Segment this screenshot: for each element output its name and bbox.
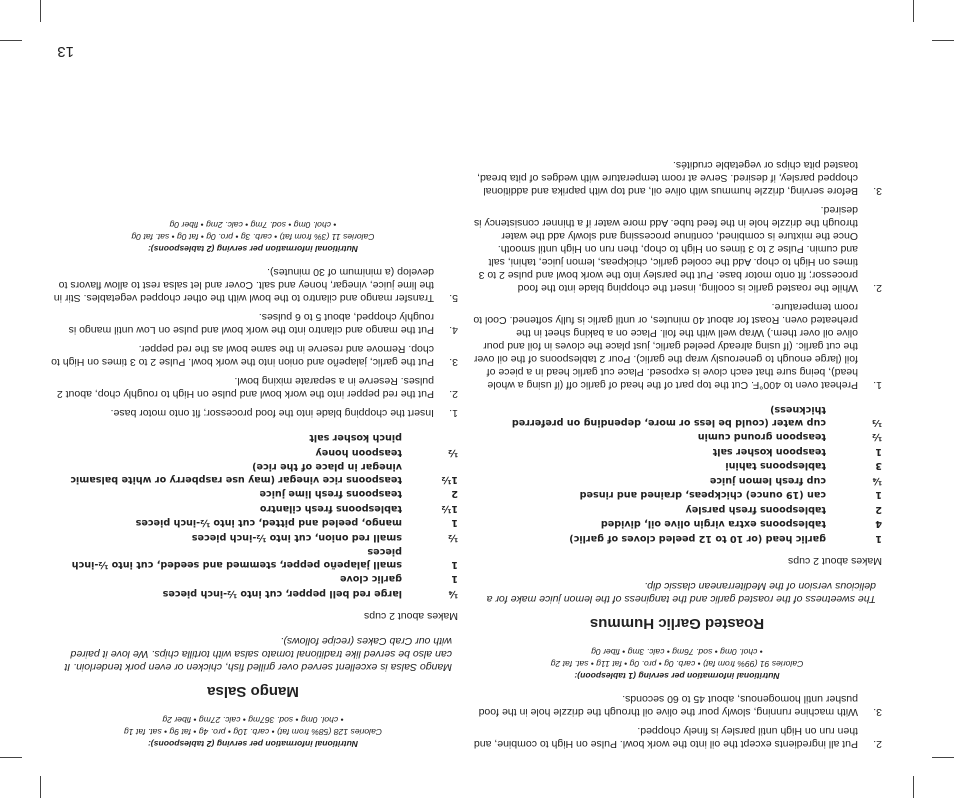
ingredient bbox=[472, 488, 882, 501]
ingredient-item: cup fresh lemon juice bbox=[709, 475, 826, 486]
ingredient-item: mango, peeled and pitted, cut into ½-inch pieces bbox=[135, 517, 402, 529]
ingredient bbox=[48, 516, 458, 529]
step-number: 1. bbox=[873, 379, 882, 391]
ingredient-qty: 2 bbox=[451, 488, 458, 500]
ingredient-item: garlic head (or 10 to 12 peeled cloves of garlic) bbox=[569, 533, 826, 544]
nutrition-line: Calories 11 (3% from fat) • carb. 3g • pro. 0g • fat 0g • sat. fat 0g bbox=[131, 232, 375, 242]
ingredient bbox=[472, 459, 882, 472]
instruction-step bbox=[48, 265, 458, 304]
ingredient-qty: 1½ bbox=[441, 474, 458, 485]
ingredient-qty: 1 bbox=[875, 446, 882, 457]
step-text: Insert the chopping blade into the food processor; fit onto motor base. bbox=[110, 407, 434, 419]
ingredient-item: tablespoons fresh cilantro bbox=[259, 503, 402, 514]
recipe-yield: Makes about 2 cups bbox=[364, 610, 458, 622]
nutrition-info bbox=[48, 714, 458, 750]
ingredient-item: small red onion, cut into ½-inch pieces bbox=[191, 532, 402, 543]
ingredient-qty: ¼ bbox=[448, 588, 458, 599]
step-number: 3. bbox=[873, 185, 882, 197]
ingredient-qty: 3 bbox=[875, 460, 882, 472]
ingredient-qty: 1 bbox=[451, 573, 458, 585]
crop-mark bbox=[40, 776, 41, 798]
ingredient-item: can (19 ounce) chickpeas, drained and rinsed bbox=[579, 489, 826, 501]
recipe-description: The sweetness of the roasted garlic and the tanginess of the lemon juice make for a delicious version of the Mediterranean classic dip. bbox=[486, 580, 876, 605]
right-column bbox=[48, 203, 458, 750]
ingredient bbox=[48, 431, 458, 444]
instruction-step bbox=[472, 203, 882, 294]
crop-mark bbox=[0, 40, 22, 41]
ingredient-item: large red bell pepper, cut into ½-inch pieces bbox=[162, 588, 402, 599]
ingredient bbox=[48, 587, 458, 600]
step-text: Put the garlic, jalapeño and onion into the work bowl. Pulse 2 to 3 times on High to chop. Remove and reserve in the same bowl as the red pepper. bbox=[51, 343, 434, 368]
ingredient-qty: 1½ bbox=[441, 503, 458, 514]
crop-mark bbox=[913, 776, 914, 798]
instruction-step bbox=[472, 300, 882, 391]
nutrition-line: • chol. 0mg • sod. 367mg • calc. 27mg • fiber 2g bbox=[162, 715, 344, 725]
recipe-description: Mango Salsa is excellent served over grilled fish, chicken or even pork tenderloin. It can also be served like traditional tomato salsa with tortilla chips. We love it paired with our Crab Cakes (recipe follows). bbox=[64, 635, 452, 673]
ingredient bbox=[472, 430, 882, 443]
instruction-step bbox=[48, 374, 458, 400]
instruction-step bbox=[48, 342, 458, 368]
recipe-title: Mango Salsa bbox=[207, 683, 299, 700]
nutrition-line: Calories 128 (58% from fat) • carb. 10g • pro. 4g • fat 9g • sat. fat 1g bbox=[123, 727, 383, 737]
step-text: Preheat oven to 400°F. Cut the top part of the head of garlic off (if using a whole head), being sure that each clove is exposed. Place cut garlic head in a piece of foil (large enough to generously wrap the garlic). Pour 2 tablespoons of the oil over the cut garlic. (If using already peeled garlic, just place the cloves in foil and pour olive oil over them.) Wrap well with the foil. Place on a baking sheet in the preheated oven. Roast for about 40 minutes, or until garlic is fully softened. Cool to room temperature. bbox=[473, 301, 858, 391]
instruction-step bbox=[48, 310, 458, 336]
ingredient-item: pinch kosher salt bbox=[309, 432, 402, 444]
step-text: Put the mango and cilantro into the work bowl and pulse on Low until mango is roughly chopped, about 5 to 6 pulses. bbox=[68, 311, 434, 336]
ingredient-qty: ½ bbox=[448, 447, 458, 458]
recipe-title: Roasted Garlic Hummus bbox=[589, 615, 765, 632]
step-number: 2. bbox=[873, 738, 882, 750]
ingredient-item: teaspoon kosher salt bbox=[712, 446, 826, 457]
ingredient bbox=[472, 403, 882, 428]
ingredient-qty: ½ bbox=[448, 532, 458, 543]
step-number: 5. bbox=[449, 292, 458, 304]
ingredient-item: teaspoons fresh lime juice bbox=[259, 488, 402, 500]
step-text: Transfer mango and cilantro to the bowl with the other chopped vegetables. Stir in the lime juice, vinegar, honey and salt. Cover and let salsa rest to allow flavors to develop (a minimum of 30 minutes). bbox=[53, 266, 434, 304]
ingredient-qty: 1 bbox=[451, 559, 458, 570]
nutrition-line: • chol. 0mg • sod. 76mg • calc. 3mg • fiber 0g bbox=[591, 647, 763, 657]
ingredient bbox=[48, 572, 458, 585]
ingredient bbox=[48, 487, 458, 500]
ingredient-item: tablespoons extra virgin olive oil, divided bbox=[600, 518, 826, 530]
crop-mark bbox=[932, 40, 954, 41]
crop-mark bbox=[0, 757, 22, 758]
crop-mark bbox=[913, 0, 914, 22]
step-number: 3. bbox=[873, 706, 882, 718]
ingredient-qty: ¼ bbox=[872, 475, 882, 486]
ingredient-qty: 1 bbox=[875, 489, 882, 501]
step-text: Before serving, drizzle hummus with olive oil, and top with paprika and additional chopped parsley, if desired. Serve at room temperature with wedges of pita bread, toasted pita chips or vegetable crudités. bbox=[477, 159, 858, 197]
crop-mark bbox=[40, 0, 41, 22]
ingredient-qty: 4 bbox=[875, 518, 882, 530]
instruction-list bbox=[48, 265, 458, 419]
ingredient-item: garlic clove bbox=[339, 573, 402, 585]
ingredient bbox=[472, 445, 882, 458]
ingredient-qty: ½ bbox=[872, 431, 882, 443]
step-text: While the roasted garlic is cooling, insert the chopping blade into the food processor; fit onto motor base. Put the parsley into the work bowl and pulse 2 to 3 times on High to chop. Add the cooled garlic, chickpeas, lemon juice, tahini, salt and cumin. Pulse 2 to 3 times on High to chop, then run on High until smooth. Once the mixture is combined, continue processing and slowly add the water through the drizzle hole in the feed tube. Add more water if a thinner consistency is desired. bbox=[473, 204, 858, 294]
ingredient-qty: 1 bbox=[875, 533, 882, 544]
nutrition-info bbox=[48, 219, 458, 255]
nutrition-title: Nutritional information per serving (1 tablespoon): bbox=[574, 671, 780, 681]
page-number: 13 bbox=[57, 43, 74, 60]
ingredient-qty: 2 bbox=[875, 504, 882, 515]
ingredient-item: tablespoons fresh parsley bbox=[685, 504, 826, 515]
recipe-yield: Makes about 2 cups bbox=[788, 555, 882, 567]
ingredient-qty: ⅓ bbox=[872, 417, 882, 428]
step-number: 1. bbox=[449, 407, 458, 419]
instruction-step bbox=[472, 158, 882, 197]
ingredient bbox=[48, 545, 458, 570]
nutrition-line: Calories 91 (99% from fat) • carb. 0g • pro. 0g • fat 11g • sat. fat 2g bbox=[550, 659, 804, 669]
ingredient-qty: 1 bbox=[451, 517, 458, 529]
ingredient-item: teaspoon ground cumin bbox=[697, 431, 826, 443]
ingredient bbox=[472, 474, 882, 487]
nutrition-info bbox=[472, 646, 882, 682]
ingredient bbox=[48, 531, 458, 544]
ingredient bbox=[472, 532, 882, 545]
instruction-list bbox=[472, 158, 882, 391]
step-text: Put the red pepper into the work bowl and pulse on High to roughly chop, about 2 pulses. Reserve in a separate mixing bowl. bbox=[56, 375, 434, 400]
step-number: 2. bbox=[873, 282, 882, 294]
instruction-step bbox=[48, 406, 458, 419]
ingredient bbox=[48, 460, 458, 485]
nutrition-line: • chol. 0mg • sod. 7mg • calc. 2mg • fiber 0g bbox=[169, 220, 337, 230]
ingredient-item: tablespoons tahini bbox=[725, 460, 826, 472]
ingredient-item: teaspoons rice vinegar (may use raspberry or white balsamic vinegar in place of the rice) bbox=[70, 461, 402, 485]
step-number: 4. bbox=[449, 324, 458, 336]
nutrition-title: Nutritional information per serving (2 tablespoons): bbox=[147, 739, 359, 749]
crop-mark bbox=[932, 757, 954, 758]
ingredient bbox=[472, 503, 882, 516]
instruction-step bbox=[472, 724, 882, 750]
left-column bbox=[472, 152, 882, 750]
ingredient bbox=[48, 502, 458, 515]
carryover-steps bbox=[472, 692, 882, 750]
ingredient-item: cup water (could be less or more, depending on preferred thickness) bbox=[511, 404, 826, 428]
step-text: Put all ingredients except the oil into the work bowl. Pulse on High to combine, and then run on High until parsley is finely chopped. bbox=[473, 725, 858, 750]
step-text: With machine running, slowly pour the olive oil through the drizzle hole in the food pusher until homogenous, about 45 to 60 seconds. bbox=[478, 693, 858, 718]
nutrition-title: Nutritional information per serving (2 tablespoons): bbox=[147, 244, 359, 254]
ingredient-list bbox=[48, 431, 458, 599]
instruction-step bbox=[472, 692, 882, 718]
ingredient-list bbox=[472, 403, 882, 544]
ingredient bbox=[472, 517, 882, 530]
step-number: 3. bbox=[449, 356, 458, 368]
ingredient bbox=[48, 446, 458, 459]
step-number: 2. bbox=[449, 388, 458, 400]
ingredient-item: small jalapeño pepper, stemmed and seeded, cut into ½-inch pieces bbox=[71, 546, 402, 570]
ingredient-item: teaspoon honey bbox=[315, 447, 402, 458]
